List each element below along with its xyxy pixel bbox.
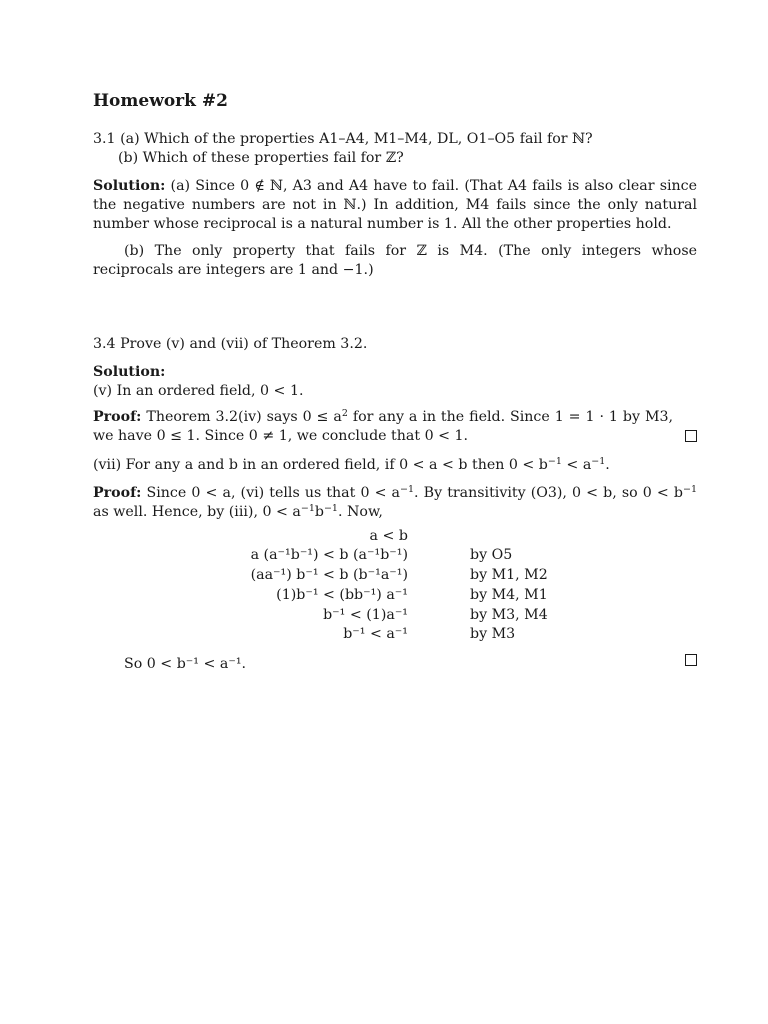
exponent: 2 <box>341 408 348 419</box>
derivation-step-math: a < b <box>369 528 408 544</box>
derivation-step-math: (aa⁻¹) b⁻¹ < b (b⁻¹a⁻¹) <box>250 567 408 583</box>
part-vii-statement <box>93 456 697 475</box>
solution-3-1-part-a <box>93 177 697 234</box>
derivation-step-math: (1)b⁻¹ < (bb⁻¹) a⁻¹ <box>276 587 408 603</box>
exponent: −1 <box>682 484 697 495</box>
proof-vii-a: Since 0 < a, (vi) tells us that 0 < a <box>146 485 401 501</box>
derivation-step-justification: by O5 <box>470 547 513 563</box>
qed-box-icon <box>685 430 697 442</box>
solution-3-1-part-b: (b) The only property that fails for ℤ is M4. (The only integers whose reciprocals are integers are 1 and −1.) <box>93 243 697 278</box>
part-vii-end: . <box>605 457 610 473</box>
derivation-step-justification: by M4, M1 <box>470 587 548 603</box>
derivation-step-math: b⁻¹ < a⁻¹ <box>343 626 408 642</box>
qed-box-icon <box>685 654 697 666</box>
homework-title: Homework #2 <box>93 91 228 111</box>
exponent: −1 <box>400 484 415 495</box>
proof-part-vii <box>93 484 697 522</box>
part-v-statement: (v) In an ordered field, 0 < 1. <box>93 383 304 399</box>
problem-3-1-part-b: (b) Which of these properties fail for ℤ? <box>118 150 404 166</box>
proof-part-v <box>93 408 697 446</box>
problem-3-4-statement: 3.4 Prove (v) and (vii) of Theorem 3.2. <box>93 336 368 352</box>
conclusion: So 0 < b⁻¹ < a⁻¹. <box>124 656 247 672</box>
proof-v-pre: Theorem 3.2(iv) says 0 ≤ a <box>146 409 342 425</box>
solution-label: Solution: <box>93 364 166 380</box>
proof-vii-d: b <box>314 504 324 520</box>
solution-label: Solution: <box>93 178 166 194</box>
proof-vii-e: . Now, <box>337 504 383 520</box>
part-vii-mid: < a <box>561 457 592 473</box>
exponent: −1 <box>300 503 315 514</box>
proof-v-post: for any a in the field. Since 1 = 1 · 1 by M3, we have 0 ≤ 1. Since 0 ≠ 1, we conclude that 0 < 1. <box>93 409 674 444</box>
proof-label: Proof: <box>93 409 142 425</box>
part-vii-pre: (vii) For any a and b in an ordered field, if 0 < a < b then 0 < b <box>93 457 548 473</box>
exponent: −1 <box>591 456 606 467</box>
derivation-step-justification: by M3, M4 <box>470 607 548 623</box>
proof-label: Proof: <box>93 485 142 501</box>
derivation-step-math: b⁻¹ < (1)a⁻¹ <box>323 607 408 623</box>
exponent: −1 <box>547 456 562 467</box>
derivation-step-justification: by M3 <box>470 626 516 642</box>
derivation-step-math: a (a⁻¹b⁻¹) < b (a⁻¹b⁻¹) <box>250 547 408 563</box>
derivation-step-justification: by M1, M2 <box>470 567 548 583</box>
proof-vii-b: . By transitivity (O3), 0 < b, so 0 < b <box>414 485 683 501</box>
exponent: −1 <box>323 503 338 514</box>
proof-vii-c: as well. Hence, by (iii), 0 < a <box>93 504 301 520</box>
solution-3-1-a-text: (a) Since 0 ∉ ℕ, A3 and A4 have to fail. (That A4 fails is also clear since the negative numbers are not in ℕ.) In addition, M4 fails since the only natural number whose reciprocal is a natural number is 1. All the other properties hold. <box>93 178 697 232</box>
problem-3-1-part-a: 3.1 (a) Which of the properties A1–A4, M1–M4, DL, O1–O5 fail for ℕ? <box>93 131 593 147</box>
